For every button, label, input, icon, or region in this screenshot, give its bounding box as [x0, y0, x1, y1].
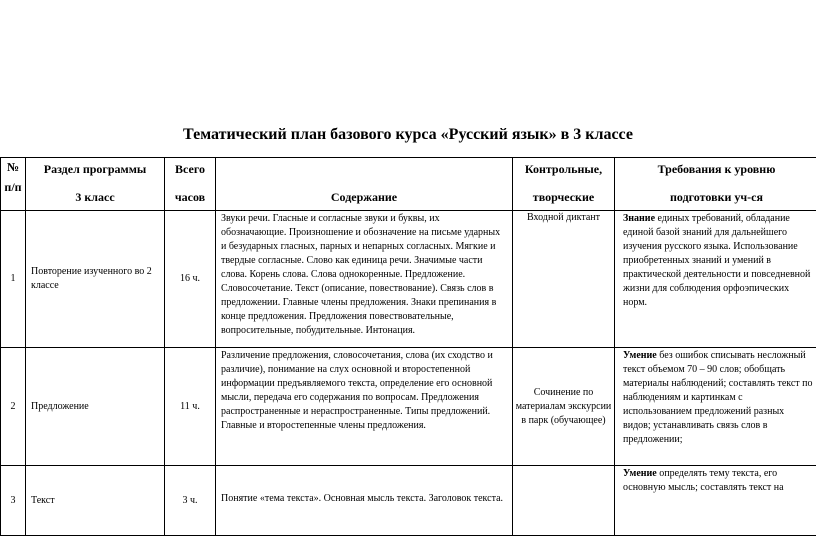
- header-content-label: Содержание: [216, 188, 512, 206]
- thematic-plan-table: [0, 157, 816, 536]
- table-row: [1, 211, 816, 348]
- row-hours: 3 ч.: [165, 466, 216, 536]
- row-requirements: [615, 466, 816, 536]
- row-hours: 16 ч.: [165, 211, 216, 348]
- row-control: Входной диктант: [513, 211, 615, 348]
- header-control-line1: Контрольные,: [513, 160, 614, 178]
- row-requirements: [615, 211, 816, 348]
- header-section: [26, 158, 165, 211]
- requirements-keyword: Знание: [623, 213, 655, 224]
- row-section: Текст: [26, 466, 165, 536]
- header-requirements: [615, 158, 816, 211]
- requirements-keyword: Умение: [623, 468, 657, 479]
- row-hours: 11 ч.: [165, 348, 216, 466]
- header-control-line2: творческие: [513, 188, 614, 206]
- row-num: 1: [1, 211, 26, 348]
- header-hours: [165, 158, 216, 211]
- row-content: Звуки речи. Гласные и согласные звуки и буквы, их обозначающие. Произношение и обозначение на письме ударных и безударных гласных, парных и непарных согласных. Мягкие и твердые согласные. Слово как единица речи. Значимые части слова. Корень слова. Слова однокоренные. Предложение. Словосочетание. Текст (описание, повествование). Связь слов в предложении. Главные члены предложения. Знаки препинания в конце предложения. Предложения повествовательные, вопросительные, побудительные. Интонация.: [216, 211, 513, 348]
- header-num: [1, 158, 26, 211]
- row-section: Повторение изученного во 2 классе: [26, 211, 165, 348]
- row-control: [513, 466, 615, 536]
- header-requirements-line1: Требования к уровню: [615, 160, 816, 178]
- row-control: Сочинение по материалам экскурсии в парк (обучающее): [513, 348, 615, 466]
- table-header-row: [1, 158, 816, 211]
- header-num-line2: п/п: [1, 178, 25, 196]
- header-hours-line1: Всего: [165, 160, 215, 178]
- requirements-text: определять тему текста, его основную мысль; составлять текст на: [623, 468, 784, 493]
- requirements-keyword: Умение: [623, 350, 657, 361]
- header-hours-line2: часов: [165, 188, 215, 206]
- header-section-line2: 3 класс: [26, 188, 164, 206]
- row-content: Понятие «тема текста». Основная мысль текста. Заголовок текста.: [216, 466, 513, 536]
- row-content: Различение предложения, словосочетания, слова (их сходство и различие), понимание на слух основной и второстепенной информации предъявляемого текста, определение его основной мысли, передача его содержания по вопросам. Предложения распространенные и нераспространенные. Типы предложений. Главные и второстепенные члены предложения.: [216, 348, 513, 466]
- header-control: [513, 158, 615, 211]
- row-num: 3: [1, 466, 26, 536]
- row-num: 2: [1, 348, 26, 466]
- row-section: Предложение: [26, 348, 165, 466]
- header-num-line1: №: [1, 158, 25, 176]
- requirements-text: единых требований, обладание единой базой знаний для дальнейшего изучения русского языка. Использование приобретенных знаний и умений в практической деятельности и повседневной жизни для соблюдения орфоэпических норм.: [623, 213, 810, 308]
- header-section-line1: Раздел программы: [26, 160, 164, 178]
- document-title: Тематический план базового курса «Русский язык» в 3 классе: [0, 126, 816, 144]
- requirements-text: без ошибок списывать несложный текст объемом 70 – 90 слов; обобщать материалы наблюдений; составлять текст по наблюдениям и картинкам с использованием предложений разных видов; устанавливать связь слов в предложении;: [623, 350, 813, 445]
- header-requirements-line2: подготовки уч-ся: [615, 188, 816, 206]
- header-content: [216, 158, 513, 211]
- table-row: [1, 348, 816, 466]
- table-row: [1, 466, 816, 536]
- row-requirements: [615, 348, 816, 466]
